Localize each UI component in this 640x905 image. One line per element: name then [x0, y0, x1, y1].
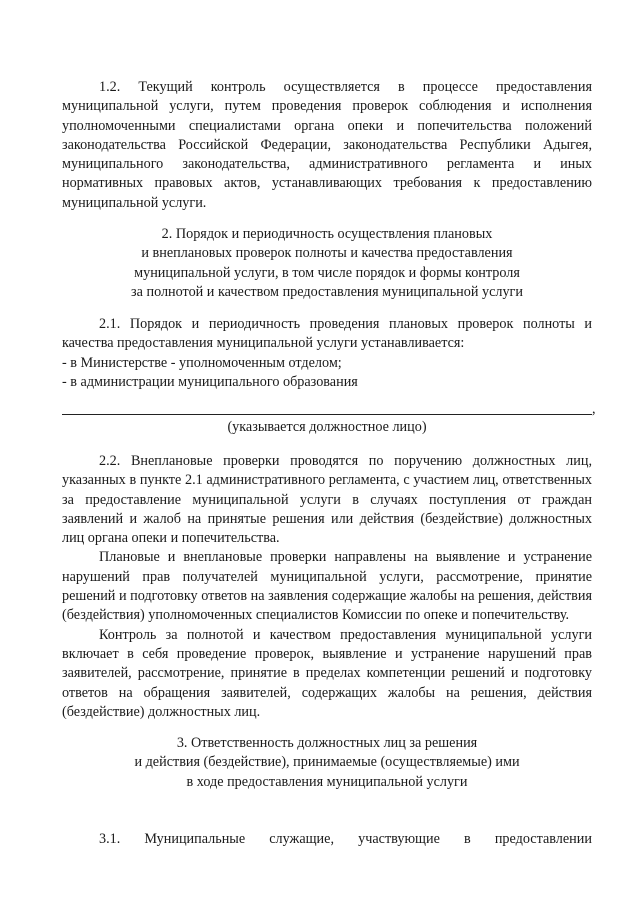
paragraph-3-1-word: 3.1.: [99, 831, 121, 847]
fill-in-line-comma: ,: [592, 401, 596, 417]
paragraph-quality-control: Контроль за полнотой и качеством предоставления муниципальной услуги включает в себя проведение проверок, выявление и устранение нарушений прав заявителей, рассмотрение, принятие в пределах компетенции решений и подготовку ответов на обращения заявителей, содержащих жалобы на решения, действия (бездействие) должностных лиц.: [62, 626, 592, 720]
paragraph-3-1-word: в: [464, 831, 471, 847]
paragraph-2-2: 2.2. Внеплановые проверки проводятся по поручению должностных лиц, указанных в пункте 2.1 административного регламента, с участием лиц, ответственных за предоставление муниципальной услуги в случаях поступления от граждан заявлений и жалоб на принятые решения или действия (бездействие) должностных лиц органа опеки и попечительства.: [62, 453, 592, 547]
list-item: - в администрации муниципального образования: [62, 373, 358, 390]
list-item: - в Министерстве - уполномоченным отделом;: [62, 354, 342, 371]
section-2-heading-line: 2. Порядок и периодичность осуществления плановых: [161, 226, 493, 242]
paragraph-2-1-block: [62, 315, 592, 392]
section-2-heading-line: за полнотой и качеством предоставления муниципальной услуги: [131, 283, 523, 300]
fill-in-line: [62, 414, 592, 415]
paragraph-3-1-word: служащие,: [269, 831, 334, 847]
paragraph-3-1: [62, 830, 592, 849]
paragraph-3-1-word: участвующие: [358, 831, 440, 847]
section-3-heading-line: 3. Ответственность должностных лиц за решения: [176, 735, 478, 751]
paragraph-3-1-word: предоставлении: [494, 831, 592, 847]
section-3-heading-line: в ходе предоставления муниципальной услуги: [186, 773, 468, 790]
section-3-heading: [62, 734, 592, 792]
section-3-heading-line: и действия (бездействие), принимаемые (осуществляемые) ими: [134, 754, 520, 771]
paragraph-planned-checks: Плановые и внеплановые проверки направлены на выявление и устранение нарушений прав получателей муниципальной услуги, рассмотрение, принятие решений и подготовку ответов на заявления содержащие жалобы на решения, действия (бездействия) уполномоченных специалистов Комиссии по опеке и попечительству.: [62, 549, 592, 624]
paragraph-2-2-block: [62, 452, 592, 722]
section-2-heading-line: и внеплановых проверок полноты и качества предоставления: [141, 245, 513, 262]
section-2-heading-line: муниципальной услуги, в том числе порядок и формы контроля: [134, 264, 520, 281]
section-2-heading: [62, 225, 592, 302]
paragraph-1-2-block: [62, 78, 592, 213]
paragraph-1-2: 1.2. Текущий контроль осуществляется в процессе предоставления муниципальной услуги, путем проведения проверок соблюдения и исполнения уполномоченными специалистами органа опеки и попечительства положений законодательства Российской Федерации, законодательства Республики Адыгея, муниципального законодательства, административного регламента и иных нормативных правовых актов, устанавливающих требования к предоставлению муниципальной услуги.: [62, 79, 592, 211]
fill-in-line-caption: (указывается должностное лицо): [227, 419, 427, 435]
paragraph-3-1-word: Муниципальные: [144, 831, 246, 847]
paragraph-2-1: 2.1. Порядок и периодичность проведения плановых проверок полноты и качества предоставления муниципальной услуги устанавливается:: [62, 316, 592, 352]
